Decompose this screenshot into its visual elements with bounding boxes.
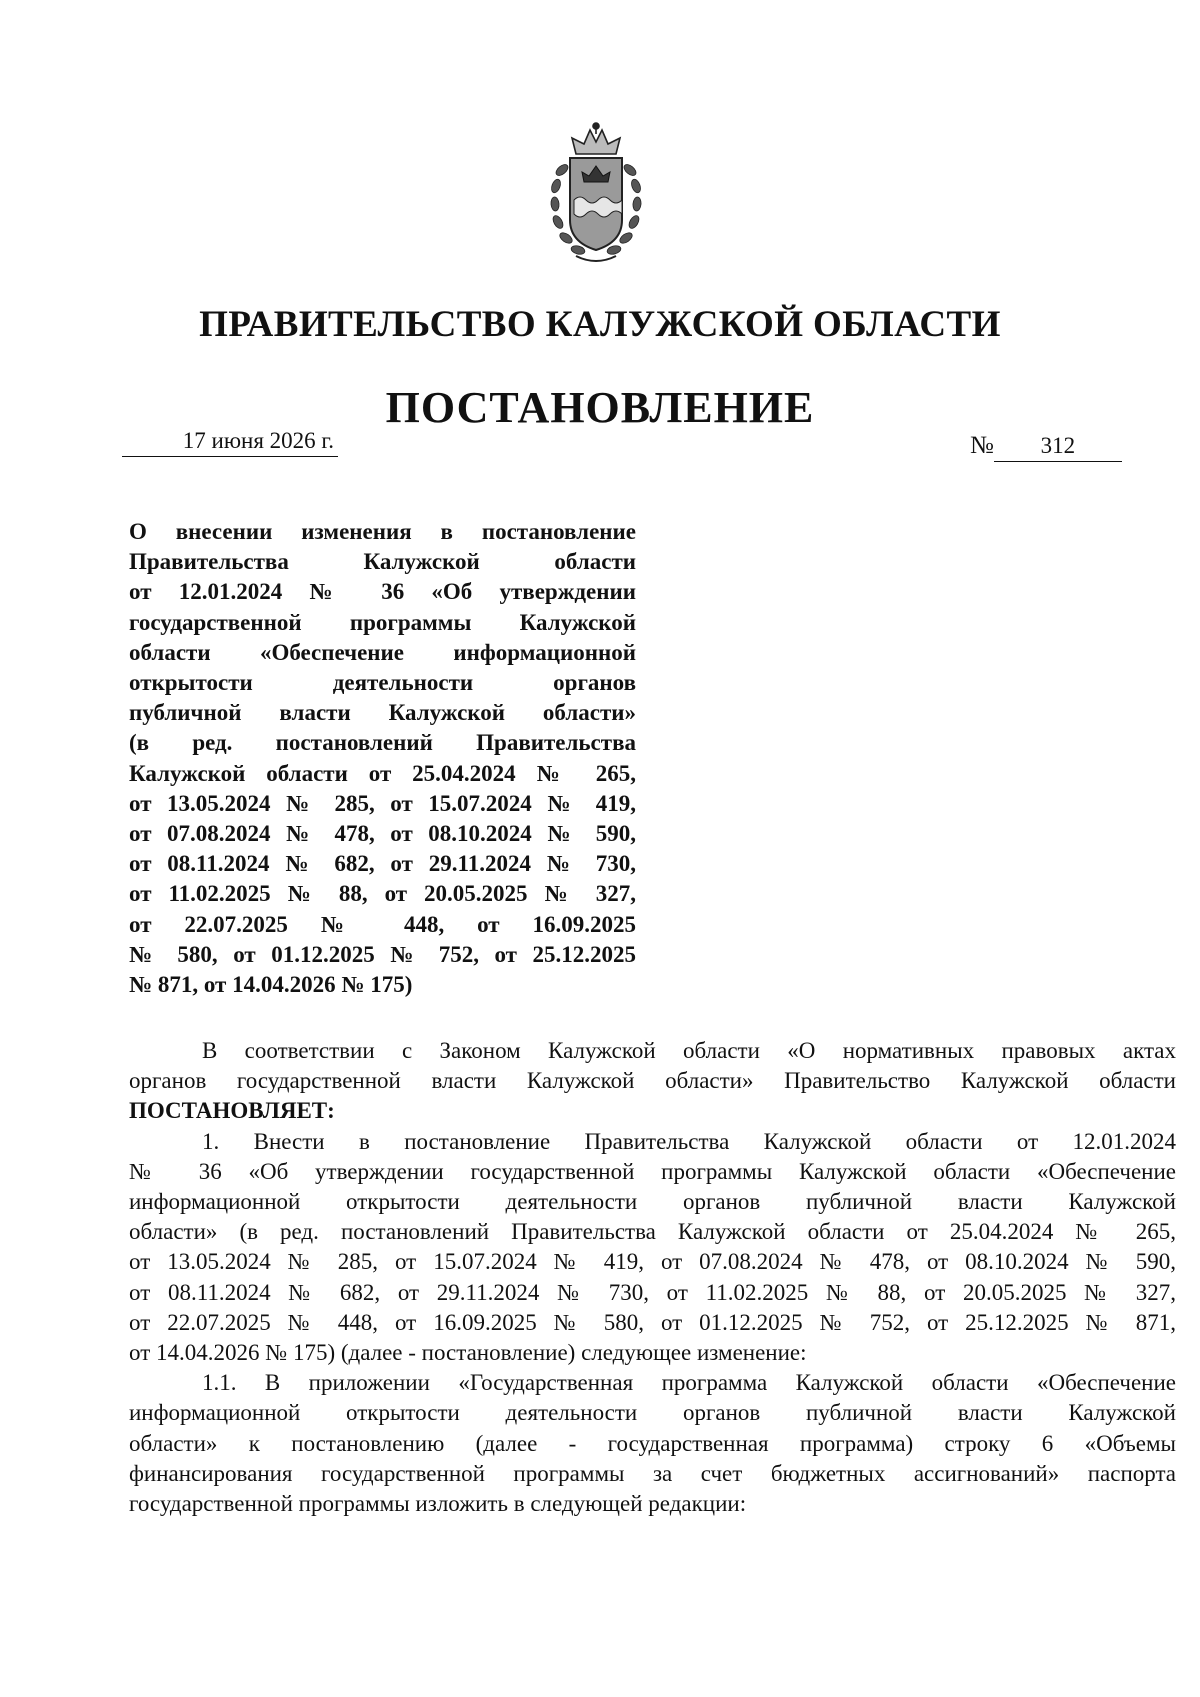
body-line: № 36 «Об утверждении государственной программы Калужской области «Обеспечение — [129, 1158, 1176, 1184]
subject-line: Правительства Калужской области — [129, 549, 636, 575]
document-subject — [129, 517, 636, 1000]
subject-line: от 13.05.2024 № 285, от 15.07.2024 № 419, — [129, 790, 636, 816]
subject-line: О внесении изменения в постановление — [129, 519, 636, 544]
document-type-title: ПОСТАНОВЛЕНИЕ — [385, 383, 815, 432]
body-line: финансирования государственной программы за счет бюджетных ассигнований» паспорта — [129, 1460, 1176, 1486]
document-body — [129, 1036, 1176, 1519]
subject-line: государственной программы Калужской — [129, 609, 636, 635]
body-line: от 08.11.2024 № 682, от 29.11.2024 № 730, от 11.02.2025 № 88, от 20.05.2025 № 327, — [129, 1279, 1176, 1305]
subject-line: № 871, от 14.04.2026 № 175) — [129, 972, 413, 998]
subject-line: публичной власти Калужской области» — [129, 700, 636, 726]
document-date: 17 июня 2026 г. — [122, 428, 338, 457]
body-line: информационной открытости деятельности органов публичной власти Калужской — [129, 1400, 1176, 1426]
body-line: области» к постановлению (далее - государственная программа) строку 6 «Объемы — [129, 1430, 1176, 1456]
body-line: 1. Внести в постановление Правительства Калужской области от 12.01.2024 — [202, 1128, 1176, 1154]
subject-line: области «Обеспечение информационной — [129, 639, 636, 665]
body-line: 1.1. В приложении «Государственная программа Калужской области «Обеспечение — [202, 1370, 1176, 1396]
subject-line: (в ред. постановлений Правительства — [129, 730, 636, 756]
body-line: области» (в ред. постановлений Правительства Калужской области от 25.04.2024 № 265, — [129, 1219, 1176, 1245]
body-line: информационной открытости деятельности органов публичной власти Калужской — [129, 1189, 1176, 1215]
subject-line: от 11.02.2025 № 88, от 20.05.2025 № 327, — [129, 881, 636, 907]
government-title: ПРАВИТЕЛЬСТВО КАЛУЖСКОЙ ОБЛАСТИ — [199, 304, 1001, 345]
body-line: В соответствии с Законом Калужской области «О нормативных правовых актах — [202, 1038, 1176, 1063]
subject-line: от 12.01.2024 № 36 «Об утверждении — [129, 579, 636, 605]
number-value: 312 — [994, 433, 1122, 462]
subject-line: от 07.08.2024 № 478, от 08.10.2024 № 590, — [129, 821, 636, 847]
number-sign: № — [970, 432, 994, 459]
subject-line: № 580, от 01.12.2025 № 752, от 25.12.2025 — [129, 941, 636, 967]
subject-line: от 22.07.2025 № 448, от 16.09.2025 — [129, 911, 636, 937]
subject-line: открытости деятельности органов — [129, 670, 636, 696]
document-number — [970, 432, 1122, 462]
body-line: от 14.04.2026 № 175) (далее - постановление) следующее изменение: — [129, 1340, 807, 1366]
body-line: от 13.05.2024 № 285, от 15.07.2024 № 419, от 07.08.2024 № 478, от 08.10.2024 № 590, — [129, 1249, 1176, 1275]
coat-of-arms-emblem — [546, 120, 646, 270]
subject-line: Калужской области от 25.04.2024 № 265, — [129, 760, 636, 786]
body-line: от 22.07.2025 № 448, от 16.09.2025 № 580, от 01.12.2025 № 752, от 25.12.2025 № 871, — [129, 1309, 1176, 1335]
subject-line: от 08.11.2024 № 682, от 29.11.2024 № 730, — [129, 851, 636, 877]
body-line: органов государственной власти Калужской области» Правительство Калужской области — [129, 1068, 1176, 1094]
body-line: государственной программы изложить в следующей редакции: — [129, 1491, 747, 1517]
resolves-heading: ПОСТАНОВЛЯЕТ: — [129, 1098, 335, 1124]
